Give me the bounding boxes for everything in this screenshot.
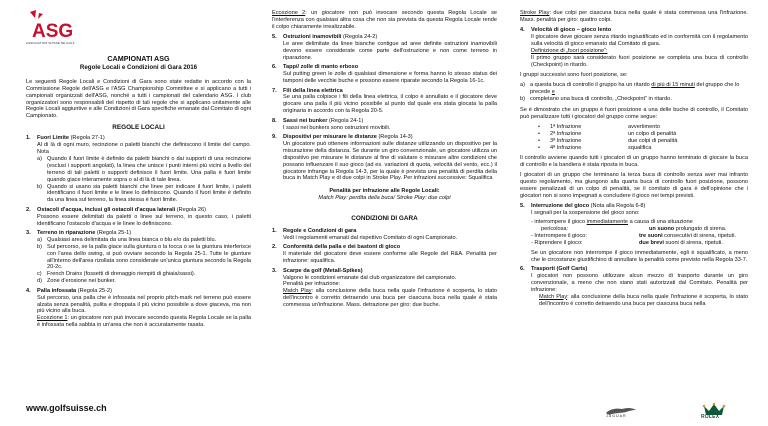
rule-3: 3. Terreno in riparazione (Regola 25-1) a) Qualsiasi area delimitata da una linea bianca o blu e/o da paletti blu. b) Sul percorso, se la palla giace sulla giuntura o la tocca o se la giuntura interferisce con l'area dello swing, si può ovviare secondo la Regola 25-1. Tutte le giunture all'interno dell'area rizollata sono considerate un'unica giuntura secondo la Regola 20-2c. c) French Drains (fossetti di drenaggio riempiti di ghiaia/sassi). d) Zone d'erosione nei bunker.: [26, 229, 251, 285]
rule-8: 8. Sassi nei bunker (Regola 24-1) I sassi nei bunkers sono ostruzioni movibili.: [272, 117, 391, 131]
condition-4: 4. Velocità di gioco – gioco lento Il giocatore deve giocare senza ritardo ingiustificato ed in conformità con il regolamento sulla velocità di gioco emanato dal Comitato di gara. Definizione di „fuori posizione“: Il primo gruppo sarà considerato fuori posizione se completa una buca di controllo (Checkpoint) in ritardo.: [520, 27, 748, 68]
jaguar-logo-text: JAGUAR: [606, 414, 627, 418]
rule-4: 4. Palla infossata (Regola 25-2) Sul percorso, una palla che è infossata nel proprio pitch-mark nel terreno può essere alzata senza penalità, pulita e droppata il più vicino possibile a dove giaceva, ma non più vicino alla buca. Eccezione 1: un giocatore non può invocare secondo questa Regola Locale se la palla è infossata nella sabbia in un'area che non è accuratamente rasata.: [26, 287, 251, 329]
rule-9: 9. Dispositivi per misurare le distanze (Regola 14-3) Un giocatore può ottenere informazioni sulle distanze utilizzando un dispositivo per la misurazione della distanza. Se durante un giro convenzionale, un giocatore utilizza un dispositivo per misurare le distanze al fine di valutare o misurare altre condizioni che possano influenzare il suo gioco (ad es. variazioni di quota, velocità del vento, ecc.) il giocatore infrange la Regola 14-3, per la quale è prevista una penalità di perdita della buca in Match Play e di due colpi in Stroke Play. Per infrazioni successive: Squalifica: [272, 134, 497, 182]
website-link[interactable]: www.golfsuisse.ch: [26, 403, 107, 413]
exception-2: Eccezione 2: un giocatore non può invocare secondo questa Regola Locale se l'interferenza con qualsiasi altra cosa che non sia prevista da questa Regola Locale rende il colpo chiaramente irrealizzabile.: [272, 10, 497, 30]
penalty-row: • 1ª Infrazione avvertimento: [538, 124, 661, 131]
rule-7: 7. Fili della linea elettrica Se una palla colpisce i fili della linea elettrica, il colpo è annullato e il giocatore deve giocare una palla il più vicino possibile al punto dal quale era stata giocata la palla originaria in accordo con la Regola 20-5.: [272, 87, 497, 115]
conditions-heading: CONDIZIONI DI GARA: [351, 215, 418, 223]
penalty-table: [538, 124, 748, 152]
column-2: [272, 10, 497, 312]
condition-5: 5. Interruzione del gioco (Nota alla Regola 6-8) I segnali per la sospensione del gioco sono: - interrompere il gioco immediatamente a causa di una situazione pericolosa: un suono prolungato di sirena. - Interrompere il gioco: tre suoni consecutivi di sirena, ripetuti. - Riprendere il gioco: due brevi suoni di sirena, ripetuti. Se un giocatore non interrompe il gioco immediatamente, egli è squalificato, a meno che le circostanze giustifichino di annullare la penalità come previsto nella Regola 33-7.: [520, 203, 748, 263]
warn-paragraph: Se è dimostrato che un gruppo è fuori posizione a una delle buche di controllo, il Comitato può penalizzare tutti i giocatori del gruppo come segue:: [520, 106, 748, 120]
doc-title: CAMPIONATI ASG: [107, 54, 170, 63]
logo-subtitle: ASSOCIATION SUISSE DE GOLF: [26, 41, 75, 45]
penalty-text: Match Play: perdita della buca/ Stroke Play: due colpi: [318, 195, 451, 202]
condition-6: 6. Trasporti (Golf Carts) I giocatori non possono utilizzare alcun mezzo di trasporto durante un giro convenzionale, a meno che non siano stati autorizzati dal Comitato. Penalità per infrazione: Match Play: alla conclusione della buca nella quale l'infrazione è scoperta, lo stato dell'incontro è corretto detraendo una buca per ciascuna buca nella: [520, 266, 748, 307]
condition-3: 3. Scarpe da golf (Metall-Spikes) Valgono le condizioni emanate dal club organizzatore del campionato. Penalità per infrazione: Match Play: alla conclusione della buca nella quale l'infrazione è scoperta, lo stato dell'incontro è corretto detraendo una buca per ciascuna buca nella quale è stata commessa un'infrazione. Mass. detrazione per giro: due buche.: [272, 267, 497, 309]
condition-1: 1. Regole e Condizioni di gara Vedi i regolamenti emanati dal rispettivo Comitato di ogni Campionato.: [272, 228, 458, 241]
column-1: [26, 0, 251, 332]
local-rules-heading: REGOLE LOCALI: [112, 124, 165, 132]
next-groups-text: I gruppi successivi sono fuori posizione, se:: [520, 71, 628, 78]
rule-1: 1. Fuori Limite (Regola 27-1) Al di là di ogni muro, recinzione o paletti bianchi che definiscono il limite del campo. Nota a) Quando il fuori limite è definito da paletti bianchi o dai supporti di una recinzione (esclusi i supporti angolati), la linea che unisce i punti interni più vicini a livello del terreno di tali paletti o supporti definisce il fuori limite. Una palla è fuori limite quando giace interamente sopra o al di là di tale linea. b) Quando si usano sia paletti bianchi che linee per indicare il fuori limite, i paletti identificano il fuori limite e le linee lo definiscono. Quando il fuori limite è definito da una linea sul terreno, la linea stessa è fuori limite.: [26, 135, 251, 204]
condition-a: a) a questa buca di controllo il gruppo ha un ritardo di più di 15 minuti del gruppo che lo precede e: [520, 82, 740, 96]
rule-2: 2. Ostacoli d'acqua, inclusi gli ostacoli d'acqua laterali (Regola 26) Possono essere delimitati da paletti o linee sul terreno, in questo caso, i paletti identificano l'ostacolo d'acqua e le linee lo definiscono.: [26, 206, 251, 227]
penalty-row: • 3ª Infrazione due colpi di penalità: [538, 138, 678, 144]
rule-5: 5. Ostruzioni inamovibili (Regola 24-2) Le aree delimitate da linee bianche contigue ad aree definite ostruzioni inamovibili devono essere considerate come parte dell'ostruzione e non come terreno in riparazione.: [272, 34, 497, 61]
penalty-row: • 4ª Infrazione squalifica: [538, 144, 652, 151]
check-paragraph: Il controllo avviene quando tutti i giocatori di un gruppo hanno terminato di giocare la buca di controllo e la bandiera è stata riposta in buca.: [520, 154, 748, 168]
condition-b: b) completano una buca di controllo, „Checkpoint“ in ritardo.: [520, 95, 672, 102]
column-3: [520, 10, 748, 310]
rolex-logo-text: ROLEX: [701, 414, 720, 420]
penalty-row: • 2ª Infrazione un colpo di penalità: [538, 131, 677, 138]
condition-2: 2. Conformità della palla e dei bastoni di gioco Il materiale del giocatore deve essere conforme alle Regole del R&A. Penalità per infrazione: squalifica.: [272, 244, 497, 265]
rule-6: 6. Tappi/ zolle di manto erboso Sul putting green le zolle di qualsiasi dimensione e forma hanno lo stesso status dei tamponi delle vecchie buche e possono essere riparate secondo la Regola 16-1c.: [272, 64, 497, 85]
svg-text:ASG: ASG: [32, 21, 74, 40]
stroke-play-penalty: Stroke Play: due colpi per ciascuna buca nella quale è stata commessa una l'infrazione. Mass. penalità per giro: quattro colpi.: [520, 10, 748, 23]
intro-paragraph: Le seguenti Regole Locali e Condizioni di Gara sono state redatte in accordo con la Commissione Regole dell'ASG e l'ASG Championship Committee e si applicano a tutti i campionati organizzati dell'ASG, nonché a tutti i campionati del calendario ASG. I club organizzatori sono responsabili del rispetto di tali regole che si applicano unitamente alle Regole Locali aggiuntive e alle Condizioni di Gara specifiche emanate dal Comitato di ogni Campionato.: [26, 78, 251, 120]
catch-paragraph: I giocatori di un gruppo che terminano la terza buca di controllo senza aver mai infranto questo regolamento, ma giungono alla quarta buca di controllo fuori posizione, possono essere penalizzati di un colpo di penalità, se il comitato di gara è dell'opinione che i giocatori non si sono impegnati a concludere il gioco nei tempi previsti.: [520, 172, 748, 199]
penalty-heading: Penalità per infrazione alle Regole Locali:: [329, 188, 440, 195]
doc-subtitle: Regole Locali e Condizioni di Gara 2016: [79, 63, 198, 71]
